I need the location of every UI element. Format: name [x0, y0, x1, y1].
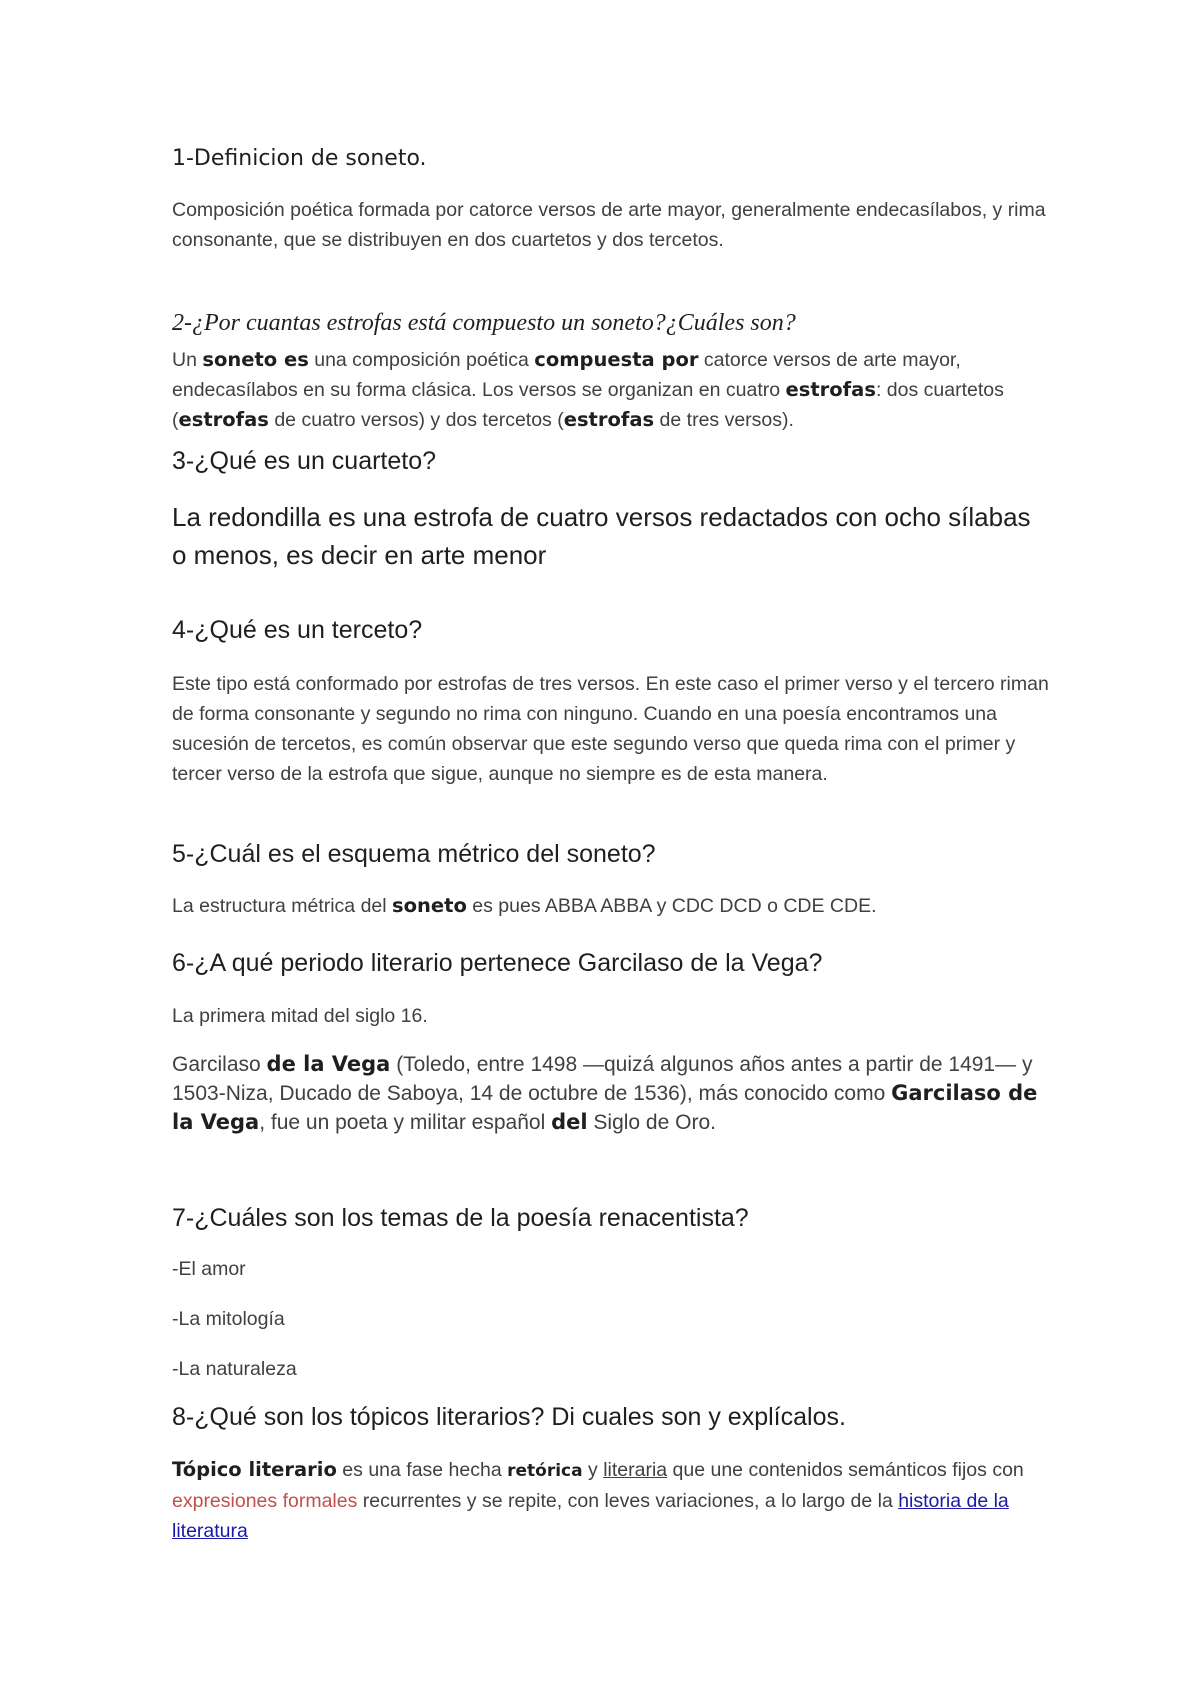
- question-7-heading: 7-¿Cuáles son los temas de la poesía renacentista?: [172, 1204, 749, 1232]
- question-8-answer: Tópico literario es una fase hecha retórica y literaria que une contenidos semánticos fijos con expresiones formales recurrentes y se repite, con leves variaciones, a lo largo de la historia de la literatura: [172, 1458, 1024, 1542]
- historia-literatura-link[interactable]: historia de la literatura: [172, 1490, 1009, 1542]
- question-1-heading: 1-Definicion de soneto.: [172, 146, 427, 171]
- question-8-heading: 8-¿Qué son los tópicos literarios? Di cuales son y explícalos.: [172, 1403, 846, 1431]
- question-5-answer: La estructura métrica del soneto es pues ABBA ABBA y CDC DCD o CDE CDE.: [172, 894, 877, 917]
- question-2-heading: 2-¿Por cuantas estrofas está compuesto un soneto?¿Cuáles son?: [172, 310, 796, 336]
- list-item: -El amor: [172, 1258, 246, 1280]
- question-2-answer: Un soneto es una composición poética compuesta por catorce versos de arte mayor, endecasílabos en su forma clásica. Los versos se organizan en cuatro estrofas: dos cuartetos (estrofas de cuatro versos) y dos tercetos (estrofas de tres versos).: [172, 348, 1004, 431]
- list-item: -La mitología: [172, 1308, 285, 1330]
- question-4-answer: Este tipo está conformado por estrofas de tres versos. En este caso el primer verso y el tercero riman de forma consonante y segundo no rima con ninguno. Cuando en una poesía encontramos una sucesión de tercetos, es común observar que este segundo verso que queda rima con el primer y tercer verso de la estrofa que sigue, aunque no siempre es de esta manera.: [172, 673, 1049, 785]
- question-3-answer: La redondilla es una estrofa de cuatro versos redactados con ocho sílabas o menos, es decir en arte menor: [172, 502, 1031, 570]
- question-6-answer-period: La primera mitad del siglo 16.: [172, 1005, 428, 1027]
- question-6-heading: 6-¿A qué periodo literario pertenece Garcilaso de la Vega?: [172, 949, 823, 977]
- question-1-answer: Composición poética formada por catorce versos de arte mayor, generalmente endecasílabos, y rima consonante, que se distribuyen en dos cuartetos y dos tercetos.: [172, 199, 1046, 251]
- question-3-heading: 3-¿Qué es un cuarteto?: [172, 447, 437, 475]
- question-6-answer-bio: Garcilaso de la Vega (Toledo, entre 1498 —quizá algunos años antes a partir de 1491— y 1503-Niza, Ducado de Saboya, 14 de octubre de 1536), más conocido como Garcilaso de la Vega, fue un poeta y militar español del Siglo de Oro.: [172, 1052, 1038, 1134]
- question-4-heading: 4-¿Qué es un terceto?: [172, 616, 423, 644]
- literaria-link[interactable]: literaria: [603, 1459, 668, 1481]
- question-5-heading: 5-¿Cuál es el esquema métrico del soneto?: [172, 840, 656, 868]
- list-item: -La naturaleza: [172, 1358, 297, 1380]
